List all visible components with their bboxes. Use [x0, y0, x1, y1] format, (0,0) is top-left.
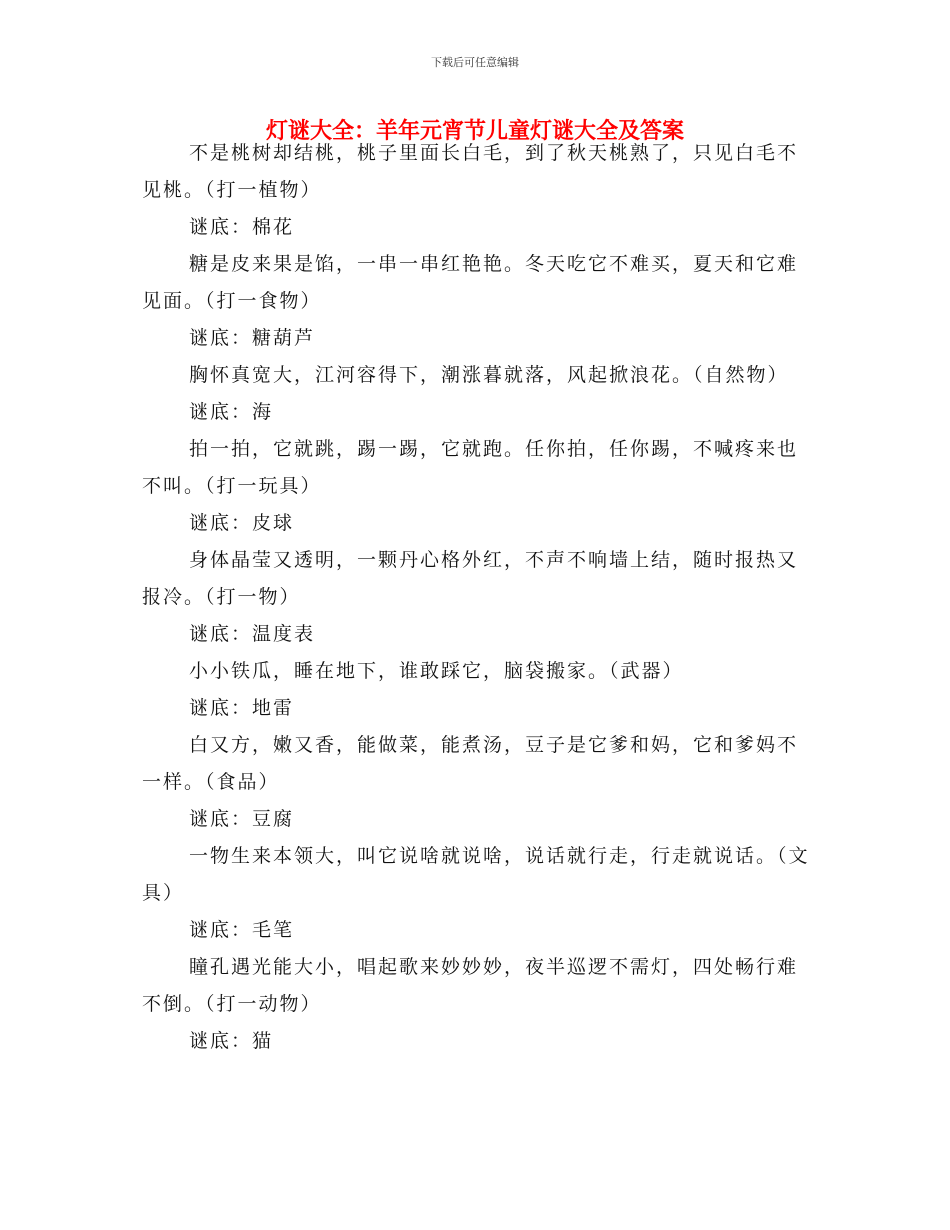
riddle-answer-9: 谜底：猫 — [189, 1030, 274, 1052]
riddle-answer-3: 谜底：海 — [189, 401, 274, 423]
riddle-answer-5: 谜底：温度表 — [189, 623, 316, 645]
riddle-question-9: 瞳孔遇光能大小，唱起歌来妙妙妙，夜半巡逻不需灯，四处畅行难不倒。（打一动物） — [142, 956, 799, 1015]
riddle-answer-2: 谜底：糖葫芦 — [189, 327, 316, 349]
header-note: 下载后可任意编辑 — [431, 56, 519, 69]
riddle-question-7: 白又方，嫩又香，能做菜，能煮汤，豆子是它爹和妈，它和爹妈不一样。（食品） — [142, 734, 799, 793]
page-title: 灯谜大全：羊年元宵节儿童灯谜大全及答案 — [265, 119, 684, 144]
riddle-question-3: 胸怀真宽大，江河容得下，潮涨暮就落，风起掀浪花。（自然物） — [189, 364, 789, 386]
riddle-question-2: 糖是皮来果是馅，一串一串红艳艳。冬天吃它不难买，夏天和它难见面。（打一食物） — [142, 253, 799, 312]
riddle-answer-4: 谜底：皮球 — [189, 512, 295, 534]
riddle-answer-7: 谜底：豆腐 — [189, 808, 295, 830]
riddle-question-4: 拍一拍，它就跳，踢一踢，它就跑。任你拍，任你踢，不喊疼来也不叫。（打一玩具） — [142, 438, 799, 497]
riddle-question-6: 小小铁瓜，睡在地下，谁敢踩它，脑袋搬家。（武器） — [189, 660, 684, 682]
riddle-answer-8: 谜底：毛笔 — [189, 919, 295, 941]
riddle-answer-1: 谜底：棉花 — [189, 216, 295, 238]
document-body — [142, 135, 810, 1060]
riddle-question-1: 不是桃树却结桃，桃子里面长白毛，到了秋天桃熟了，只见白毛不见桃。（打一植物） — [142, 142, 799, 201]
riddle-question-5: 身体晶莹又透明，一颗丹心格外红，不声不响墙上结，随时报热又报冷。（打一物） — [142, 549, 799, 608]
riddle-answer-6: 谜底：地雷 — [189, 697, 295, 719]
riddle-question-8: 一物生来本领大，叫它说啥就说啥，说话就行走，行走就说话。（文具） — [142, 845, 810, 904]
